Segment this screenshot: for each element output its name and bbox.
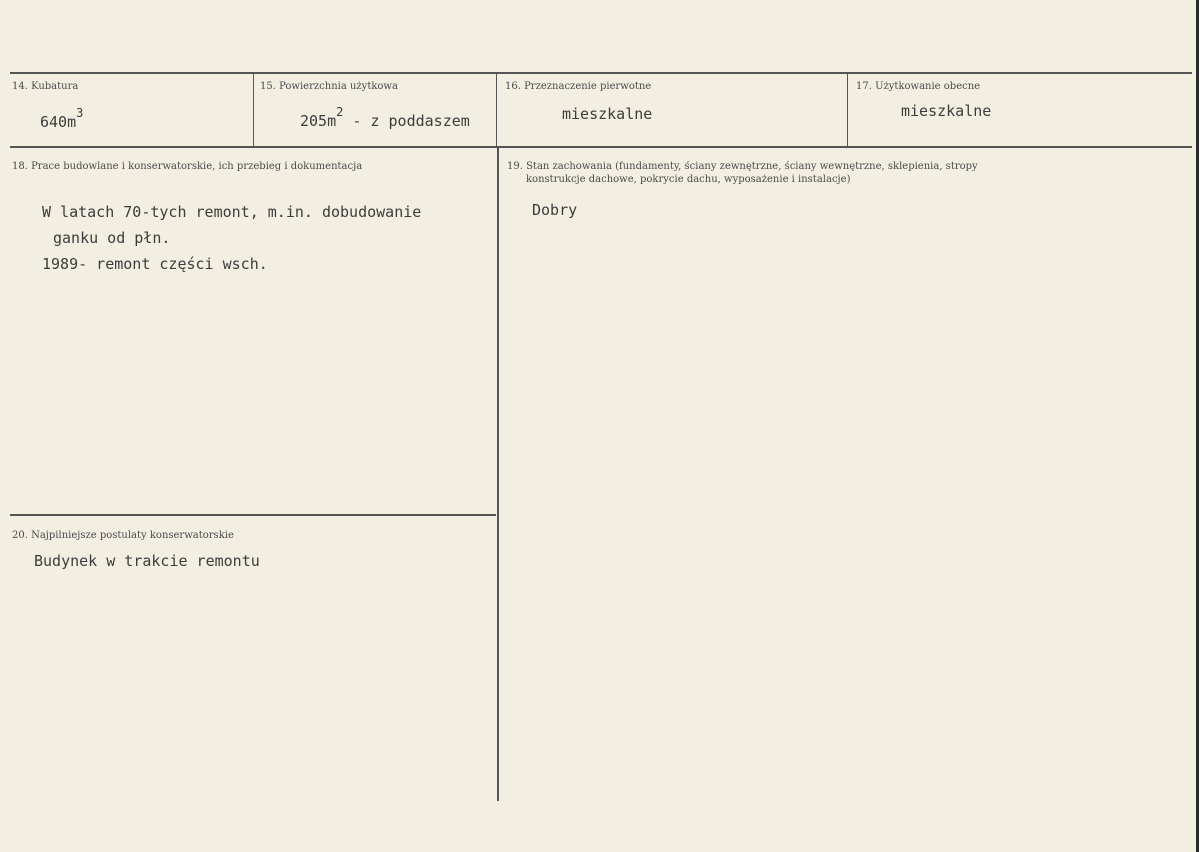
- field-16-value: mieszkalne: [562, 105, 653, 123]
- divider-14-15: [253, 72, 254, 148]
- field-19-label-line-2: konstrukcje dachowe, pokrycie dachu, wyposażenie i instalacje): [526, 174, 851, 185]
- field-19-value: Dobry: [532, 201, 578, 219]
- divider-15-16: [496, 72, 497, 148]
- field-17-value: mieszkalne: [901, 102, 992, 120]
- field-18-line-3: 1989- remont części wsch.: [42, 255, 268, 273]
- field-20-label: 20. Najpilniejsze postulaty konserwatorskie: [12, 530, 234, 541]
- field-19-label-line-1: 19. Stan zachowania (fundamenty, ściany zewnętrzne, ściany wewnętrzne, sklepienia, stropy: [507, 161, 978, 172]
- divider-main: [497, 146, 499, 801]
- rule-row3: [10, 514, 496, 516]
- divider-16-17: [847, 72, 848, 148]
- field-20-value: Budynek w trakcie remontu: [34, 552, 260, 570]
- field-17-label: 17. Użytkowanie obecne: [856, 81, 981, 92]
- field-18-label: 18. Prace budowlane i konserwatorskie, ich przebieg i dokumentacja: [12, 161, 363, 172]
- field-16-label: 16. Przeznaczenie pierwotne: [505, 81, 652, 92]
- field-14-value: [40, 108, 83, 131]
- field-15-value: [300, 107, 470, 130]
- field-15-label: 15. Powierzchnia użytkowa: [260, 81, 398, 92]
- field-14-label: 14. Kubatura: [12, 81, 79, 92]
- field-15-number: 205m: [300, 112, 337, 130]
- rule-top: [10, 72, 1192, 74]
- rule-row2: [10, 146, 1192, 148]
- field-18-line-1: W latach 70-tych remont, m.in. dobudowanie: [42, 203, 422, 221]
- field-15-suffix: - z poddaszem: [343, 112, 470, 130]
- field-18-line-2: ganku od płn.: [53, 229, 171, 247]
- field-15-exponent: 2: [336, 105, 344, 119]
- field-14-number: 640m: [40, 113, 77, 131]
- field-14-exponent: 3: [76, 106, 84, 120]
